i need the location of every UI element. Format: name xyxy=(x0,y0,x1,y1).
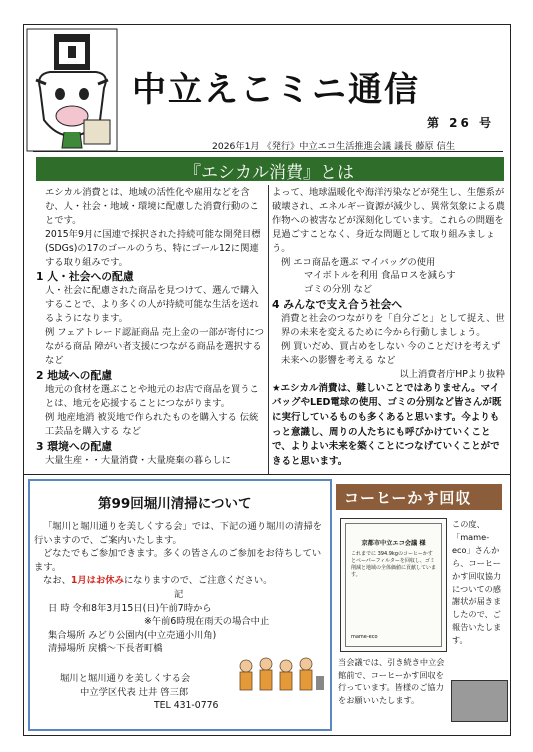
coffee-banner-title: コーヒーかす回収 xyxy=(344,489,472,507)
section-banner xyxy=(36,157,504,181)
collection-box-photo xyxy=(451,680,508,722)
section-heading: 2 地域への配慮 xyxy=(36,368,113,382)
paragraph: 大量生産・・大量消費・大量廃棄の暮らしに xyxy=(45,454,231,466)
notice-text: になりますので、ご注意ください。 xyxy=(123,575,273,587)
issue-number: 第 26 号 xyxy=(427,116,495,130)
coffee-foot-text: 当会議では、引き続き中立会館前で、コーヒーかす回収を行っています。皆様のご協力をお願いいたします。 xyxy=(338,657,445,705)
notice-cleaning-place: 清掃場所 戻橋～下長者町橋 xyxy=(48,643,163,655)
section-heading: 4 みんなで支え合う社会へ xyxy=(272,298,403,312)
flyer-title: 京都市中立エコ会議 様 xyxy=(361,540,426,547)
section-heading: 3 環境への配慮 xyxy=(36,439,113,453)
section-divider xyxy=(24,474,510,475)
notice-paragraph xyxy=(34,574,326,588)
notice-text: なお、 xyxy=(43,575,71,587)
paragraph: 消費と社会のつながりを「自分ごと」として捉え、世界の未来を変えるために今から行動しましょう。 xyxy=(281,313,505,339)
flyer-text: これまでに 394.9kgのコーヒーかすとペーパーフィルターを回収し、ゴミ削減と地域の全体価値に貢献しています。 xyxy=(351,551,437,578)
section-heading: 1 人・社会への配慮 xyxy=(36,270,134,284)
right-column xyxy=(272,186,505,469)
example-text: 例 地産地消 被災地で作られたものを購入する 伝統工芸品を購入する など xyxy=(45,411,259,437)
notice-date: 日 時 令和8年3月15日(日)午前7時から xyxy=(48,602,212,614)
notice-ki: 記 xyxy=(174,588,184,600)
coffee-banner xyxy=(336,484,502,510)
source-note: 以上消費者庁HPより抜粋 xyxy=(399,368,505,380)
notice-highlight: 1月はお休み xyxy=(70,575,124,587)
certificate-flyer xyxy=(340,518,447,652)
paragraph: 人・社会に配慮された商品を見つけて、選んで購入することで、より多くの人が持続可能な生活を送れるようになります。 xyxy=(45,285,259,325)
header-divider xyxy=(33,151,503,152)
notice-org: 堀川と堀川通りを美しくする会 xyxy=(60,672,191,684)
notice-paragraph: 「堀川と堀川通りを美しくする会」では、下記の通り堀川の清掃を行いますので、ご案内いたします。 xyxy=(34,521,322,546)
example-text: 例 フェアトレード認証商品 売上金の一部が寄付につながる商品 障がい者支援につながる商品を選択する など xyxy=(45,327,265,366)
example-text: ゴミの分別 など xyxy=(304,284,373,296)
flyer-border xyxy=(345,523,442,647)
paragraph: よって、地球温暖化や海洋汚染などが発生し、生態系が破壊され、エネルギー資源が減少し、異常気象による農作物への被害などが深刻化しています。これらの問題を見過ごすことなく、身近な問題として取り組みましょう。 xyxy=(272,187,505,254)
notice-paragraph: どなたでもご参加できます。多くの皆さんのご参加をお待ちしています。 xyxy=(34,548,322,573)
newsletter-title: 中立えこミニ通信 xyxy=(132,70,420,110)
emphasis-paragraph: ★エシカル消費は、難しいことではありません。マイバッグやLED電球の使用、ゴミの分別など皆さんが既に実行しているものも多くあると思います。今よりもっと意識し、周りの人たちにも呼びかけていくことで、よりよい未来を築くことにつなげていくことができると思います。 xyxy=(272,382,502,467)
volunteers-illustration xyxy=(236,652,326,696)
coffee-side-text: この度、「mame-eco」さんから、コーヒーかす回収協力についての感謝状が届きましたので、ご報告いたします。 xyxy=(452,519,502,646)
left-column xyxy=(36,186,266,474)
example-text: 例 エコ商品を選ぶ マイバッグの使用 xyxy=(281,256,436,268)
example-text: 例 買いだめ、買占めをしない 今のことだけを考えず未来への影響を考える など xyxy=(281,341,501,366)
paragraph: エシカル消費とは、地域の活性化や雇用などを含む、人・社会・地域・環境に配慮した消費行動のことです。 xyxy=(45,187,259,226)
paragraph: 2015年9月に国連で採択された持続可能な開発目標(SDGs)の17のゴールのうち、特にゴール12に関連する取り組みです。 xyxy=(45,228,261,268)
column-divider xyxy=(268,185,269,474)
notice-meeting-place: 集合場所 みどり公園内(中立売通小川角) xyxy=(48,629,217,641)
cow-mascot-icon xyxy=(26,28,118,152)
notice-date-note: ※午前6時現在雨天の場合中止 xyxy=(144,616,270,628)
publication-meta: 2026年1月 《発行》中立エコ生活推進会議 議長 藤原 信生 xyxy=(212,141,456,152)
example-text: マイボトルを利用 食品ロスを減らす xyxy=(304,270,456,282)
paragraph: 地元の食材を選ぶことや地元のお店で商品を買うことは、地元を応援することにつながります。 xyxy=(45,383,259,409)
notice-tel: TEL 431-0776 xyxy=(154,700,219,712)
flyer-footer: mame-eco xyxy=(351,634,378,640)
banner-title: 『エシカル消費』とは xyxy=(184,163,354,183)
notice-rep: 中立学区代表 辻井 啓三郎 xyxy=(80,686,189,698)
notice-title: 第99回堀川清掃について xyxy=(98,496,252,512)
